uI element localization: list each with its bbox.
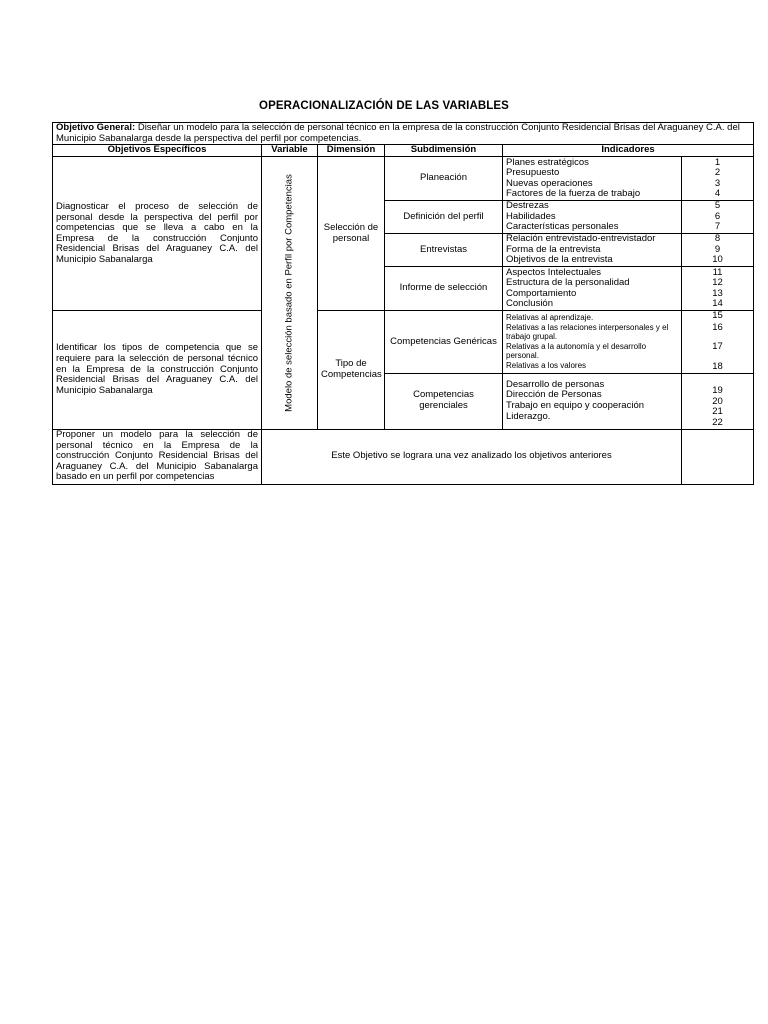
- empty-number-cell: [682, 429, 754, 484]
- indicators-entrevistas: [503, 234, 682, 267]
- indicator: Dirección de Personas: [506, 389, 602, 401]
- general-objective-cell: [53, 123, 754, 145]
- indicator: Relación entrevistado-entrevistador: [506, 233, 656, 245]
- indicators-informe-seleccion: [503, 267, 682, 311]
- numbers-competencias-gerenciales: [682, 373, 754, 429]
- indicator: Habilidades: [506, 210, 556, 222]
- numbers-planeacion: [682, 157, 754, 201]
- numbers-entrevistas: [682, 234, 754, 267]
- indicator-number: 15: [712, 310, 723, 322]
- numbers-definicion-perfil: [682, 201, 754, 234]
- indicator-number: 1: [714, 156, 721, 168]
- objective-1: Diagnosticar el proceso de selección de personal desde la perspectiva del perfil por competencias que se lleva a cabo en la Empresa de la construcción Conjunto Residencial Brisas del Araguaney C.A. del Municipio Sabanalarga: [53, 157, 262, 311]
- table-row: [53, 311, 754, 373]
- document-title: OPERACIONALIZACIÓN DE LAS VARIABLES: [259, 100, 509, 112]
- indicator: Factores de la fuerza de trabajo: [506, 188, 641, 200]
- indicator-number: 22: [712, 416, 723, 428]
- variable-label: Modelo de selección basado en Perfil por Competencias: [283, 174, 295, 412]
- subdimension-definicion-perfil: Definición del perfil: [385, 201, 503, 234]
- indicator-number: 17: [712, 341, 723, 353]
- indicator: Forma de la entrevista: [506, 243, 601, 255]
- indicator: Trabajo en equipo y cooperación: [506, 400, 645, 412]
- indicator: Planes estratégicos: [506, 156, 589, 168]
- subdimension-informe-seleccion: Informe de selección: [385, 267, 503, 311]
- header-subdimension: Subdimensión: [385, 145, 503, 157]
- indicators-planeacion: [503, 157, 682, 201]
- indicator: Nuevas operaciones: [506, 177, 593, 189]
- header-variable: Variable: [262, 145, 318, 157]
- header-dimension: Dimensión: [318, 145, 385, 157]
- indicator: Relativas a los valores: [506, 361, 587, 371]
- header-indicadores: Indicadores: [503, 145, 754, 157]
- subdimension-entrevistas: Entrevistas: [385, 234, 503, 267]
- indicator-number: 12: [712, 277, 723, 289]
- subdimension-planeacion: Planeación: [385, 157, 503, 201]
- table-row: [53, 157, 754, 201]
- indicators-competencias-genericas: [503, 311, 682, 373]
- indicator: Destrezas: [506, 200, 549, 212]
- indicator: Estructura de la personalidad: [506, 277, 630, 289]
- indicator: Conclusión: [506, 298, 553, 310]
- subdimension-competencias-genericas: Competencias Genéricas: [385, 311, 503, 373]
- indicator: Aspectos Intelectuales: [506, 266, 602, 278]
- table-row: [53, 429, 754, 484]
- variable-cell: [262, 157, 318, 429]
- indicator-number: 14: [712, 298, 723, 310]
- indicator: Relativas a la autonomía y el desarrollo personal.: [506, 341, 647, 361]
- indicator-number: 3: [714, 177, 721, 189]
- indicator: Objetivos de la entrevista: [506, 254, 613, 266]
- indicator-number: 20: [712, 395, 723, 407]
- subdimension-competencias-gerenciales: Competencias gerenciales: [385, 373, 503, 429]
- indicator-number: 10: [712, 254, 723, 266]
- objective-3: Proponer un modelo para la selección de personal técnico en la Empresa de la construcción Conjunto Residencial Brisas del Araguaney C.A. del Municipio Sabanalarga basado en un perfil por competencias: [53, 429, 262, 484]
- header-row: [53, 145, 754, 157]
- operationalization-table: [52, 122, 754, 485]
- indicator-number: 19: [712, 385, 723, 397]
- indicator-number: 13: [712, 287, 723, 299]
- header-objetivos: Objetivos Específicos: [53, 145, 262, 157]
- indicator-number: 2: [714, 167, 721, 179]
- general-objective-row: [53, 123, 754, 145]
- numbers-competencias-genericas: [682, 311, 754, 373]
- objective-2: Identificar los tipos de competencia que se requiere para la selección de personal técnico en la Empresa de la construcción Conjunto Residencial Brisas del Araguaney C.A. del Municipio Sabanalarga: [53, 311, 262, 429]
- indicator: Presupuesto: [506, 167, 560, 179]
- indicator: Desarrollo de personas: [506, 378, 605, 390]
- indicator-number: 8: [714, 233, 721, 245]
- general-objective-text: Diseñar un modelo para la selección de personal técnico en la empresa de la construcción Conjunto Residencial Brisas del Araguaney C.A. del Municipio Sabanalarga desde la perspectiva del perfil por competencias.: [56, 122, 740, 144]
- indicators-definicion-perfil: [503, 201, 682, 234]
- indicator: Relativas a las relaciones interpersonales y el trabajo grupal.: [506, 322, 669, 342]
- indicator-number: 4: [714, 188, 721, 200]
- indicator-number: 18: [712, 360, 723, 372]
- indicator-number: 9: [714, 243, 721, 255]
- indicator-number: 21: [712, 406, 723, 418]
- dimension-tipo-competencias: Tipo de Competencias: [318, 311, 385, 429]
- indicator-number: 11: [712, 266, 723, 278]
- final-note: Este Objetivo se lograra una vez analizado los objetivos anteriores: [262, 429, 682, 484]
- indicator-number: 6: [714, 210, 721, 222]
- indicator: Liderazgo.: [506, 410, 551, 422]
- indicators-competencias-gerenciales: [503, 373, 682, 429]
- indicator-number: 7: [714, 221, 721, 233]
- indicator: Características personales: [506, 221, 619, 233]
- general-objective-label: Objetivo General:: [56, 122, 136, 133]
- dimension-seleccion: Selección de personal: [318, 157, 385, 311]
- numbers-informe-seleccion: [682, 267, 754, 311]
- indicator: Relativas al aprendizaje.: [506, 313, 594, 323]
- indicator-number: 5: [714, 200, 721, 212]
- indicator-number: 16: [712, 321, 723, 333]
- indicator: Comportamiento: [506, 287, 577, 299]
